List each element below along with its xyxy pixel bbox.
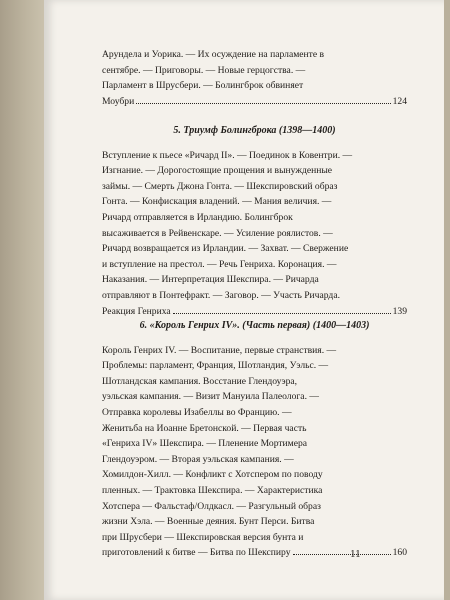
toc-text-line: Изгнание. — Дорогостоящие прощения и вынужденные — [102, 165, 333, 177]
toc-text-line: Моубри — [102, 95, 135, 107]
toc-text-line: Арундела и Уорика. — Их осуждение на парламенте в — [102, 49, 325, 60]
toc-text-line: Реакция Генриха — [102, 305, 171, 317]
toc-chapter-6 — [102, 318, 407, 561]
toc-page-number: 139 — [392, 305, 407, 317]
toc-text-line: Ричард отправляется в Ирландию. Болингброк — [102, 211, 293, 223]
toc-text-line: «Генриха IV» Шекспира. — Пленение Мортимера — [102, 438, 308, 450]
page-folio-number: 11 — [350, 548, 361, 560]
toc-leader-line — [102, 304, 407, 320]
toc-text-line: высаживается в Рейвенскаре. — Усиление роялистов. — — [102, 227, 333, 239]
toc-chapter-5 — [102, 123, 407, 319]
toc-text-line: жизни Хэла. — Военные деяния. Бунт Перси. Битва — [102, 516, 315, 528]
toc-text-line: займы. — Смерть Джона Гонта. — Шекспировский образ — [102, 180, 338, 192]
toc-text-line: отправляют в Понтефракт. — Заговор. — Участь Ричарда. — [102, 289, 340, 301]
toc-text-line: Хомилдон-Хилл. — Конфликт с Хотспером по поводу — [102, 469, 323, 481]
dot-leader — [136, 103, 390, 104]
book-gutter-shadow — [0, 0, 46, 600]
toc-text-line: Шотландская кампания. Восстание Глендоуэра, — [102, 375, 298, 387]
toc-text-line: при Шрусбери — Шекспировская версия бунта и — [102, 531, 304, 543]
toc-text-line: Проблемы: парламент, Франция, Шотландия, Уэльс. — — [102, 360, 329, 372]
toc-text-line: Вступление к пьесе «Ричард II». — Поединок в Ковентри. — — [102, 149, 353, 161]
toc-text-line: Наказания. — Интерпретация Шекспира. — Ричарда — [102, 274, 319, 286]
toc-text-line: и вступление на престол. — Речь Генриха. Коронация. — — [102, 258, 337, 270]
toc-text-line: Ричард возвращается из Ирландии. — Захват. — Свержение — [102, 243, 349, 255]
toc-text-line: пленных. — Трактовка Шекспира. — Характеристика — [102, 484, 323, 496]
toc-text-line: Глендоуэром. — Вторая уэльская кампания. — — [102, 453, 294, 465]
toc-text-line: Гонта. — Конфискация владений. — Мания величия. — — [102, 196, 332, 208]
toc-page-number: 124 — [392, 95, 407, 107]
book-page — [44, 0, 444, 600]
toc-text-line: Хотспера — Фальстаф/Олдкасл. — Разгульный образ — [102, 500, 321, 512]
toc-text-line: Отправка королевы Изабеллы во Францию. — — [102, 406, 292, 418]
toc-text-line: приготовлений к битве — Битва по Шекспиру — [102, 547, 291, 559]
chapter-heading: 6. «Король Генрих IV». (Часть первая) (1400—1403) — [139, 320, 370, 331]
toc-text-line: Король Генрих IV. — Воспитание, первые странствия. — — [102, 344, 337, 356]
toc-text-line: сентябре. — Приговоры. — Новые герцогства. — — [102, 64, 306, 76]
toc-text-line: уэльская кампания. — Визит Мануила Палеолога. — — [102, 391, 319, 403]
toc-page-number: 160 — [392, 547, 407, 559]
toc-leader-line — [102, 94, 407, 110]
toc-entry-continuation — [102, 47, 407, 109]
toc-leader-line — [102, 545, 407, 561]
toc-text-line: Женитьба на Иоанне Бретонской. — Первая часть — [102, 422, 307, 434]
dot-leader — [293, 554, 391, 555]
dot-leader — [173, 313, 391, 314]
toc-text-line: Парламент в Шрусбери. — Болингброк обвиняет — [102, 80, 304, 92]
chapter-heading: 5. Триумф Болингброка (1398—1400) — [173, 125, 336, 136]
